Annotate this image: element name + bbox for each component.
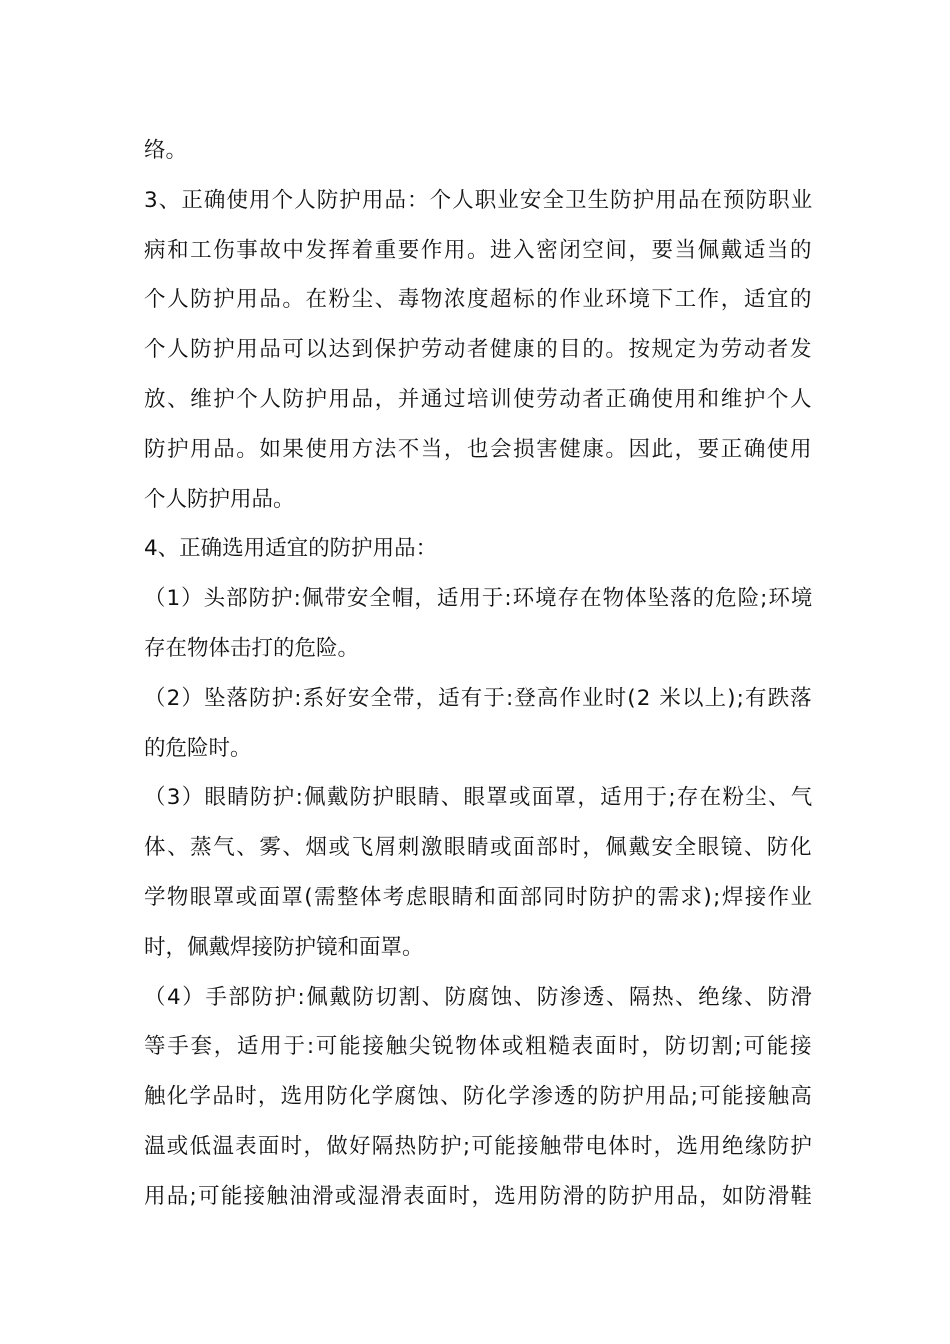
text-line: 体、蒸气、雾、烟或飞屑刺激眼睛或面部时，佩戴安全眼镜、防化 <box>144 835 814 861</box>
text-line: 病和工伤事故中发挥着重要作用。进入密闭空间，要当佩戴适当的 <box>144 237 814 263</box>
text-line: （2）坠落防护:系好安全带，适有于:登高作业时(2 米以上);有跌落 <box>144 685 813 711</box>
text-line: 3、正确使用个人防护用品：个人职业安全卫生防护用品在预防职业 <box>144 187 814 213</box>
text-line: （3）眼睛防护:佩戴防护眼睛、眼罩或面罩，适用于;存在粉尘、气 <box>144 785 814 811</box>
text-line: 等手套，适用于:可能接触尖锐物体或粗糙表面时，防切割;可能接 <box>144 1034 814 1060</box>
text-line: 防护用品。如果使用方法不当，也会损害健康。因此，要正确使用 <box>144 436 814 462</box>
text-line: 个人防护用品。在粉尘、毒物浓度超标的作业环境下工作，适宜的 <box>144 287 814 313</box>
text-line: 的危险时。 <box>144 735 252 761</box>
text-line: 触化学品时，选用防化学腐蚀、防化学渗透的防护用品;可能接触高 <box>144 1084 814 1110</box>
text-line: 个人防护用品可以达到保护劳动者健康的目的。按规定为劳动者发 <box>144 337 814 363</box>
text-line: 放、维护个人防护用品，并通过培训使劳动者正确使用和维护个人 <box>144 386 814 412</box>
text-line: 个人防护用品。 <box>144 486 295 512</box>
text-line: 学物眼罩或面罩(需整体考虑眼睛和面部同时防护的需求);焊接作业 <box>144 884 814 910</box>
text-line: （1）头部防护:佩带安全帽，适用于:环境存在物体坠落的危险;环境 <box>144 586 814 612</box>
text-line: 温或低温表面时，做好隔热防护;可能接触带电体时，选用绝缘防护 <box>144 1133 814 1159</box>
text-line: 用品;可能接触油滑或湿滑表面时，选用防滑的防护用品，如防滑鞋 <box>144 1183 814 1209</box>
document-body <box>144 126 812 1222</box>
text-line: （4）手部防护:佩戴防切割、防腐蚀、防渗透、隔热、绝缘、防滑 <box>144 984 814 1010</box>
text-line: 时，佩戴焊接防护镜和面罩。 <box>144 934 424 960</box>
text-line: 存在物体击打的危险。 <box>144 635 360 661</box>
text-line: 络。 <box>144 138 188 163</box>
text-line: 4、正确选用适宜的防护用品： <box>144 536 438 562</box>
